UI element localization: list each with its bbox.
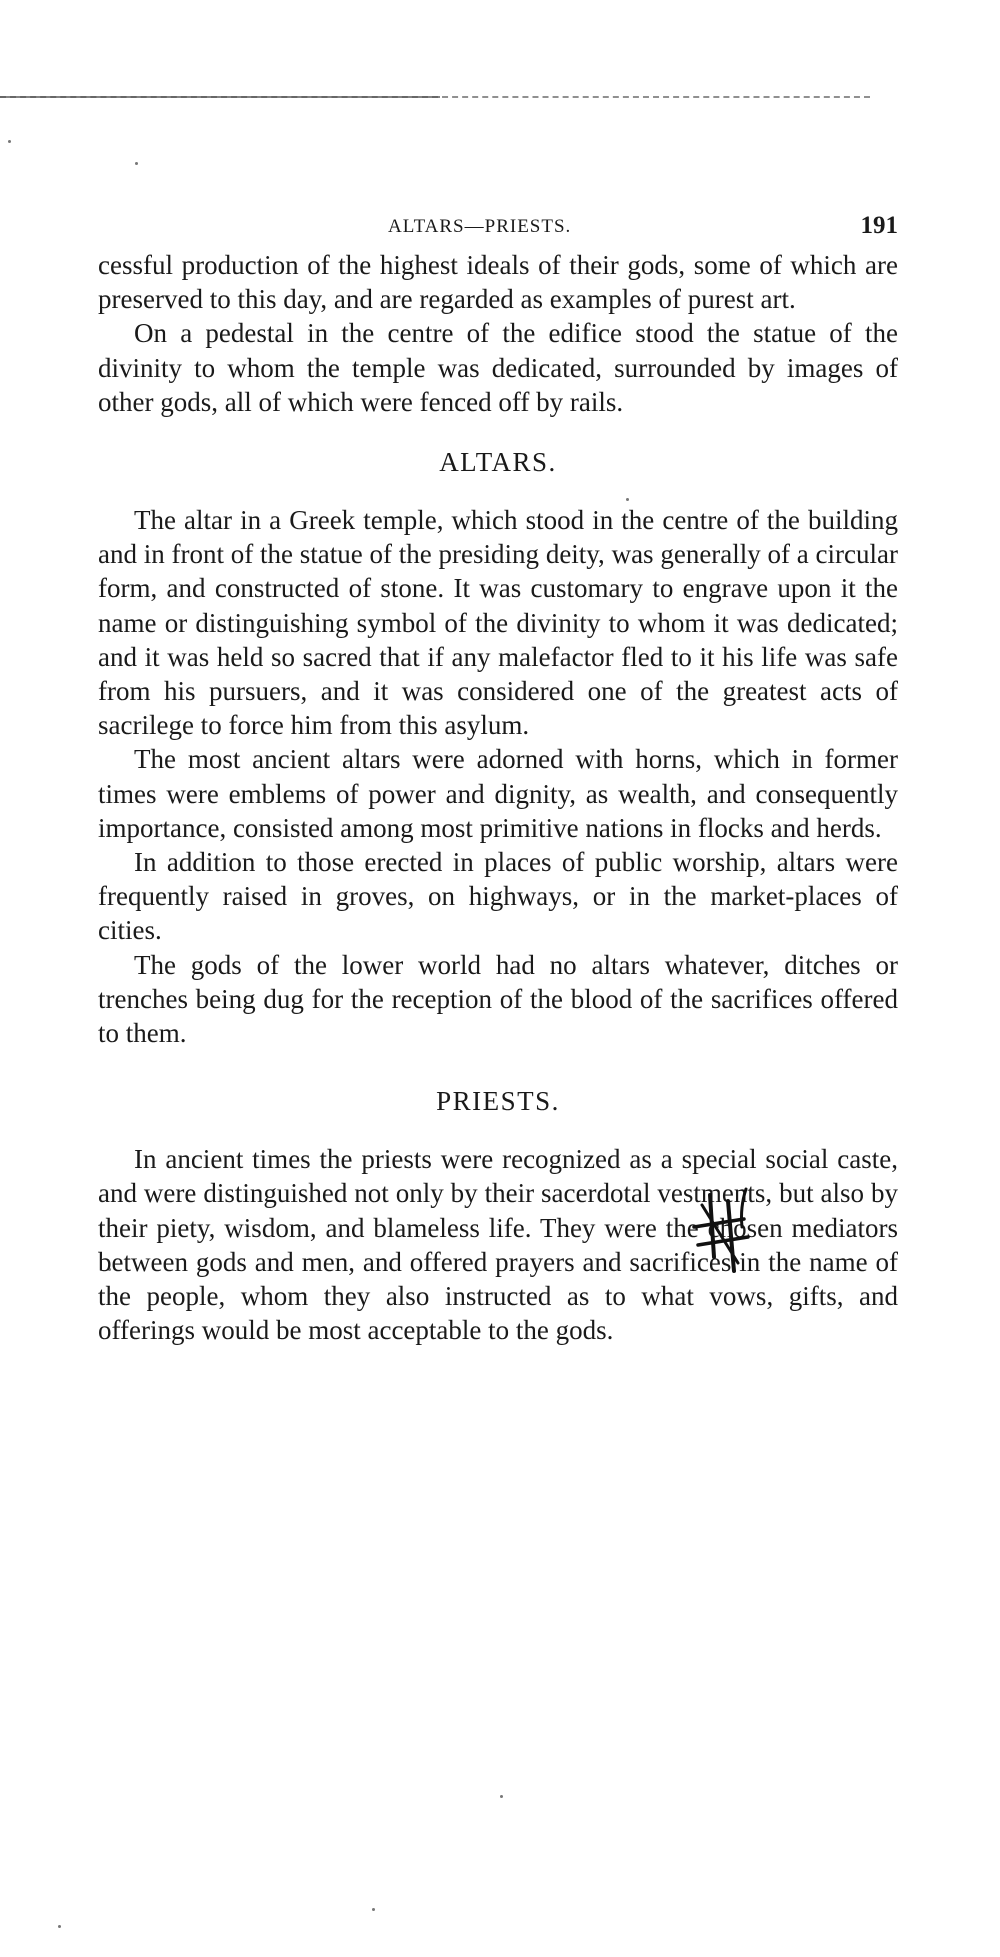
scan-speck: [135, 162, 138, 165]
intro-section: [98, 248, 898, 419]
intro-paragraph-1: cessful production of the highest ideals of their gods, some of which are preserved to this day, and are regarded as examples of purest art.: [98, 250, 898, 315]
scan-speck: [500, 1795, 503, 1798]
running-head: [98, 212, 898, 248]
scan-speck: [58, 1925, 61, 1928]
page-number: 191: [860, 212, 898, 239]
scan-speck: [8, 140, 11, 143]
altars-section: [98, 503, 898, 1050]
altars-paragraph-1: The altar in a Greek temple, which stood in the centre of the building and in front of the statue of the presiding deity, was generally of a circular form, and constructed of stone. It was customary to engrave upon it the name or distinguishing symbol of the divinity to whom it was dedicated; and it was held so sacred that if any malefactor fled to it his life was safe from his pursuers, and it was considered one of the greatest acts of sacrilege to force him from this asylum.: [98, 505, 898, 741]
altars-paragraph-3: In addition to those erected in places of public worship, altars were frequently raised in groves, on highways, or in the market-places of cities.: [98, 847, 898, 946]
book-page: [98, 212, 898, 1347]
priests-section: [98, 1142, 898, 1347]
altars-heading: ALTARS.: [439, 447, 557, 478]
priests-paragraph-1: In ancient times the priests were recognized as a special social caste, and were distinguished not only by their sacerdotal vestments, but also by their piety, wisdom, and blameless life. They were the chosen mediators between gods and men, and offered prayers and sacrifices in the name of the people, whom they also instructed as to what vows, gifts, and offerings would be most acceptable to the gods.: [98, 1144, 898, 1346]
scan-speck: [372, 1908, 375, 1911]
handwritten-mark-icon: [688, 1187, 758, 1277]
priests-heading: PRIESTS.: [436, 1086, 560, 1117]
scan-artifact-rule-solid: [0, 96, 440, 98]
altars-paragraph-4: The gods of the lower world had no altars whatever, ditches or trenches being dug for the reception of the blood of the sacrifices offered to them.: [98, 949, 898, 1049]
altars-paragraph-2: The most ancient altars were adorned with horns, which in former times were emblems of power and dignity, as wealth, and consequently importance, consisted among most primitive nations in flocks and herds.: [98, 744, 898, 843]
intro-paragraph-2: On a pedestal in the centre of the edifice stood the statue of the divinity to whom the temple was dedicated, surrounded by images of other gods, all of which were fenced off by rails.: [98, 318, 898, 417]
running-title: ALTARS—PRIESTS.: [388, 216, 572, 237]
